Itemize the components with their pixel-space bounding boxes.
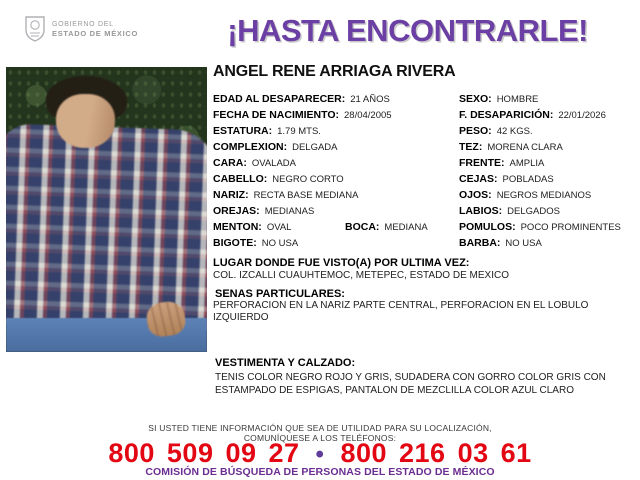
- field-row-frente: [459, 157, 637, 173]
- field-value: NO USA: [505, 238, 542, 249]
- government-logo: [24, 16, 138, 42]
- field-label: CABELLO:: [213, 173, 268, 185]
- field-row-edad: [213, 93, 458, 109]
- particular-marks-body: PERFORACION EN LA NARIZ PARTE CENTRAL, PERFORACION EN EL LOBULO IZQUIERDO: [213, 300, 589, 323]
- field-value: OVAL: [266, 222, 292, 233]
- field-row-peso: [459, 125, 637, 141]
- field-value: 42 KGS.: [496, 126, 533, 137]
- field-label: SEXO:: [459, 93, 492, 105]
- field-row-tez: [459, 141, 637, 157]
- phone-numbers: [0, 438, 640, 469]
- field-value: POCO PROMINENTES: [520, 222, 621, 233]
- footer-info-line2: COMUNÍQUESE A LOS TELÉFONOS:: [243, 433, 397, 443]
- field-row-cabello: [213, 173, 458, 189]
- last-seen-body: COL. IZCALLI CUAUHTEMOC, METEPEC, ESTADO DE MEXICO: [213, 270, 509, 281]
- field-row-bigote: [213, 237, 458, 253]
- field-value: 22/01/2026: [558, 110, 606, 121]
- field-value: NEGROS MEDIANOS: [496, 190, 592, 201]
- field-value: HOMBRE: [496, 94, 539, 105]
- field-row-boca: [345, 221, 428, 237]
- missing-person-photo: [6, 67, 207, 352]
- field-row-orejas: [213, 205, 458, 221]
- field-value: NEGRO CORTO: [272, 174, 344, 185]
- field-label: CARA:: [213, 157, 247, 169]
- field-label: POMULOS:: [459, 221, 516, 233]
- poster-title: ¡HASTA ENCONTRARLE!: [227, 13, 588, 48]
- field-value: OVALADA: [251, 158, 297, 169]
- person-name: ANGEL RENE ARRIAGA RIVERA: [213, 63, 456, 80]
- field-value: NO USA: [261, 238, 299, 249]
- photo-plaid-shirt: [6, 123, 207, 330]
- field-row-nariz: [213, 189, 458, 205]
- photo-face: [56, 94, 114, 148]
- field-label: BOCA:: [345, 221, 380, 233]
- field-row-labios: [459, 205, 637, 221]
- field-value: RECTA BASE MEDIANA: [253, 190, 359, 201]
- field-label: BIGOTE:: [213, 237, 257, 249]
- field-row-cara: [213, 157, 458, 173]
- field-value: AMPLIA: [509, 158, 545, 169]
- logo-line1: GOBIERNO DEL: [52, 20, 114, 28]
- government-logo-text: [52, 21, 138, 38]
- field-label: PESO:: [459, 125, 492, 137]
- field-label: FRENTE:: [459, 157, 505, 169]
- phone-number-1: 800 509 09 27: [108, 438, 300, 468]
- field-label: F. DESAPARICIÓN:: [459, 109, 554, 121]
- field-value: DELGADA: [292, 142, 338, 153]
- bullet-separator-icon: •: [315, 441, 325, 468]
- field-value: 28/04/2005: [344, 110, 392, 121]
- field-label: EDAD AL DESAPARECER:: [213, 93, 346, 105]
- footer-info-line1: SI USTED TIENE INFORMACIÓN QUE SEA DE UTILIDAD PARA SU LOCALIZACIÓN,: [148, 423, 492, 433]
- logo-line2: ESTADO DE MÉXICO: [52, 28, 139, 38]
- coat-of-arms-icon: [24, 16, 46, 42]
- field-row-barba: [459, 237, 637, 253]
- field-value: 21 AÑOS: [350, 94, 390, 105]
- field-value: MEDIANAS: [264, 206, 315, 217]
- field-row-estatura: [213, 125, 458, 141]
- field-label: CEJAS:: [459, 173, 498, 185]
- field-row-sexo: [459, 93, 637, 109]
- fields-right-column: [459, 93, 637, 253]
- field-label: TEZ:: [459, 141, 483, 153]
- last-seen-title: LUGAR DONDE FUE VISTO(A) POR ULTIMA VEZ:: [213, 257, 470, 269]
- field-label: COMPLEXION:: [213, 141, 288, 153]
- field-row-cejas: [459, 173, 637, 189]
- field-value: MEDIANA: [384, 222, 428, 233]
- clothing-body: TENIS COLOR NEGRO ROJO Y GRIS, SUDADERA CON GORRO COLOR GRIS CON ESTAMPADO DE ESPIGAS, PANTALON DE MEZCLILLA COLOR AZUL CLARO: [215, 372, 606, 396]
- field-row-complexion: [213, 141, 458, 157]
- field-value: DELGADOS: [507, 206, 560, 217]
- field-value: MORENA CLARA: [487, 142, 563, 153]
- particular-marks-title: SENAS PARTICULARES:: [215, 288, 345, 300]
- field-row-ojos: [459, 189, 637, 205]
- field-label: MENTON:: [213, 221, 262, 233]
- field-value: 1.79 MTS.: [277, 126, 321, 137]
- field-value: POBLADAS: [502, 174, 554, 185]
- field-label: ESTATURA:: [213, 125, 273, 137]
- field-label: FECHA DE NACIMIENTO:: [213, 109, 339, 121]
- field-row-pomulos: [459, 221, 637, 237]
- field-row-nacimiento: [213, 109, 458, 125]
- field-label: LABIOS:: [459, 205, 503, 217]
- clothing-title: VESTIMENTA Y CALZADO:: [215, 357, 356, 369]
- field-label: NARIZ:: [213, 189, 249, 201]
- field-label: BARBA:: [459, 237, 501, 249]
- field-row-desaparicion: [459, 109, 637, 125]
- field-label: OREJAS:: [213, 205, 260, 217]
- phone-number-2: 800 216 03 61: [340, 438, 532, 468]
- field-label: OJOS:: [459, 189, 492, 201]
- search-commission-name: COMISIÓN DE BÚSQUEDA DE PERSONAS DEL ESTADO DE MÉXICO: [145, 466, 495, 478]
